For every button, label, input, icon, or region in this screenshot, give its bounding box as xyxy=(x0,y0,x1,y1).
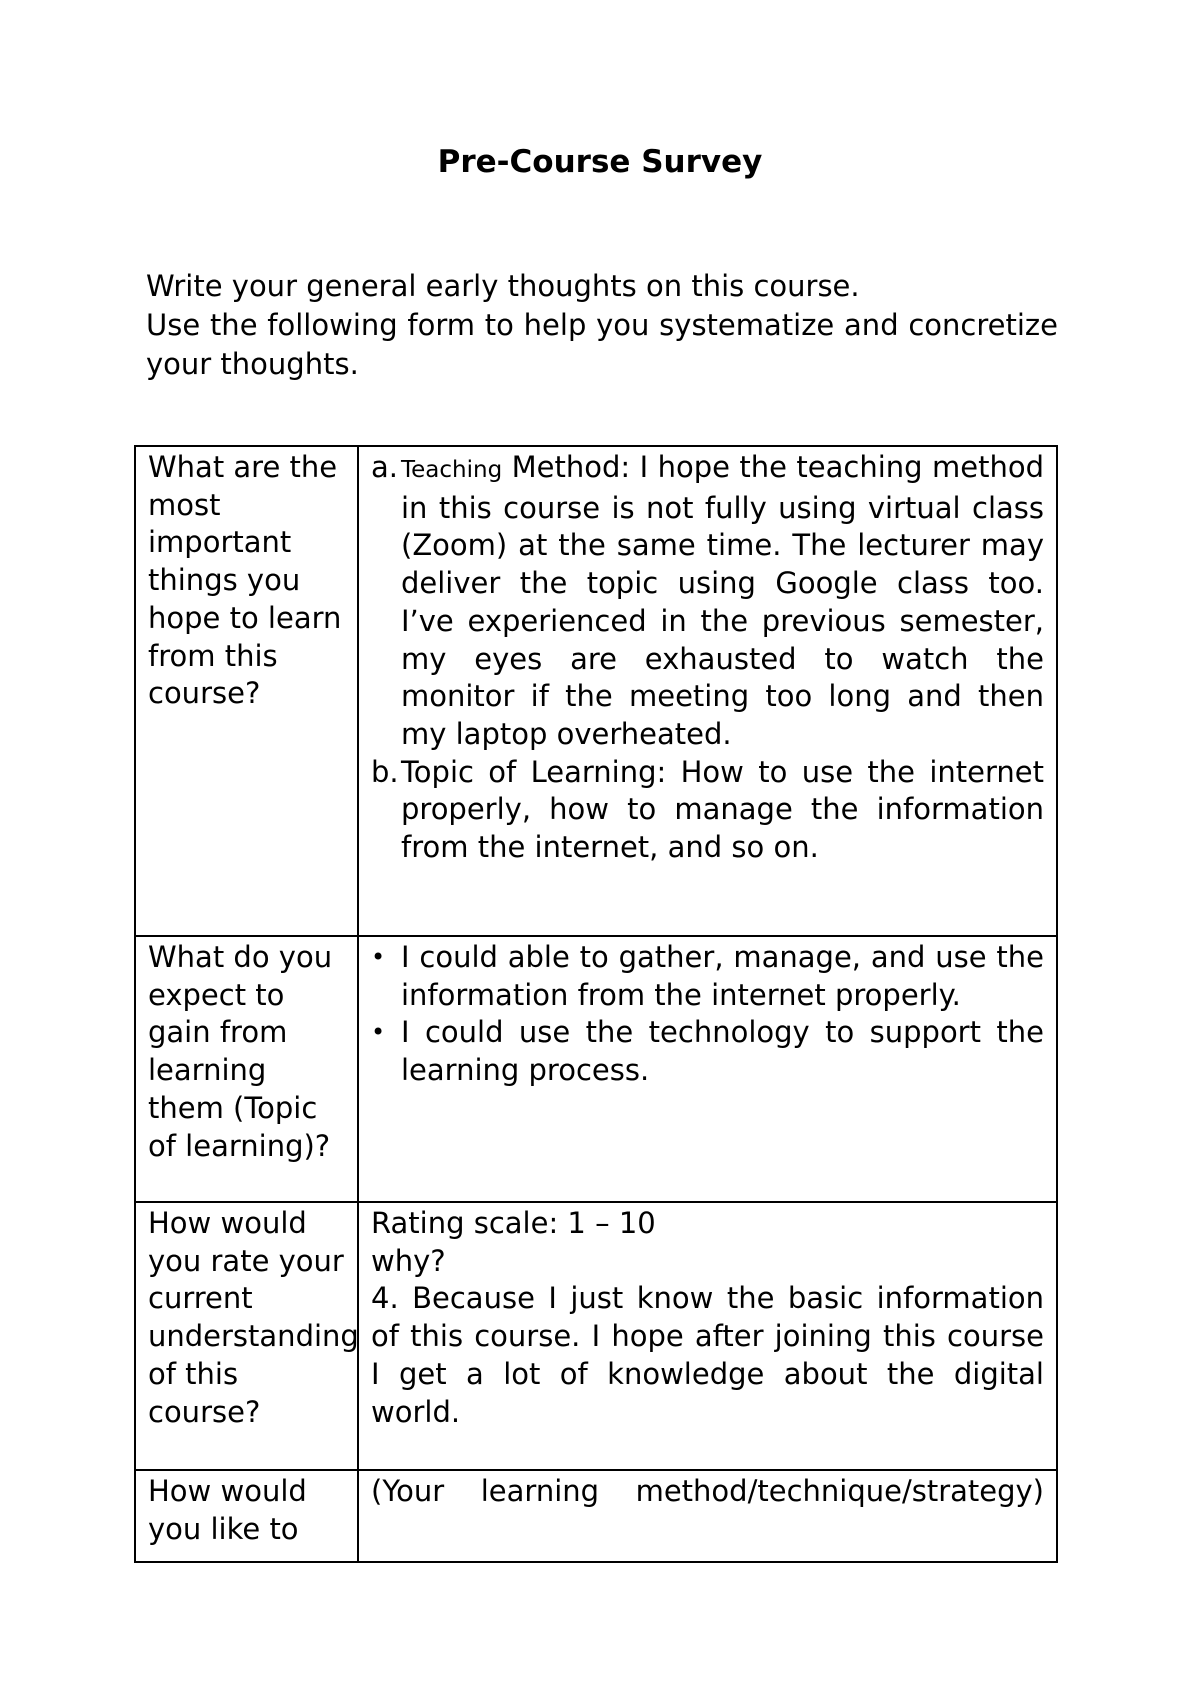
answer-cell xyxy=(358,1470,1057,1562)
list-marker: b. xyxy=(371,754,399,789)
list-item-text: Method: I hope the teaching method in this course is not fully using virtual class (Zoom) at the same time. The lecturer may deliver the topic using Google class too. I’ve experienced in the previous semester, my eyes are exhausted to watch the monitor if the meeting too long and then my laptop overheated. xyxy=(401,450,1044,751)
list-item-text: I could use the technology to support the learning process. xyxy=(401,1015,1044,1088)
rating-scale-line: Rating scale: 1 – 10 xyxy=(371,1206,656,1240)
list-item-label: Teaching xyxy=(401,457,503,483)
question-cell: How would you rate your current understanding of this course? xyxy=(135,1202,358,1470)
bullet-marker: • xyxy=(371,1018,386,1047)
survey-table xyxy=(134,445,1058,1563)
intro-line-1: Write your general early thoughts on this course. xyxy=(146,269,860,303)
table-row xyxy=(135,1202,1057,1470)
list-item-text: Topic of Learning: How to use the internet properly, how to manage the information from the internet, and so on. xyxy=(401,754,1044,865)
table-row xyxy=(135,1470,1057,1562)
question-cell: How would you like to xyxy=(135,1470,358,1562)
list-item xyxy=(371,754,1044,867)
table-row xyxy=(135,446,1057,936)
list-item xyxy=(371,449,1044,754)
intro-line-2: Use the following form to help you systematize and concretize your thoughts. xyxy=(146,308,1058,381)
why-line: why? xyxy=(371,1243,446,1278)
document-title: Pre-Course Survey xyxy=(437,144,763,180)
answer-cell xyxy=(358,446,1057,936)
list-item-text: I could able to gather, manage, and use the information from the internet properly. xyxy=(401,940,1044,1012)
rating-explanation: 4. Because I just know the basic information of this course. I hope after joining this course I get a lot of knowledge about the digital world. xyxy=(371,1281,1044,1429)
table-row xyxy=(135,936,1057,1202)
answer-cell xyxy=(358,1202,1057,1470)
question-cell: What are the most important things you hope to learn from this course? xyxy=(135,446,358,936)
learning-method-prompt: (Your learning method/technique/strategy) xyxy=(371,1474,1044,1508)
bullet-marker: • xyxy=(371,943,386,971)
list-item xyxy=(371,939,1044,1014)
list-marker: a. xyxy=(371,450,398,484)
intro-text xyxy=(146,267,1058,384)
question-cell: What do you expect to gain from learning them (Topic of learning)? xyxy=(135,936,358,1202)
list-item xyxy=(371,1014,1044,1089)
answer-cell xyxy=(358,936,1057,1202)
